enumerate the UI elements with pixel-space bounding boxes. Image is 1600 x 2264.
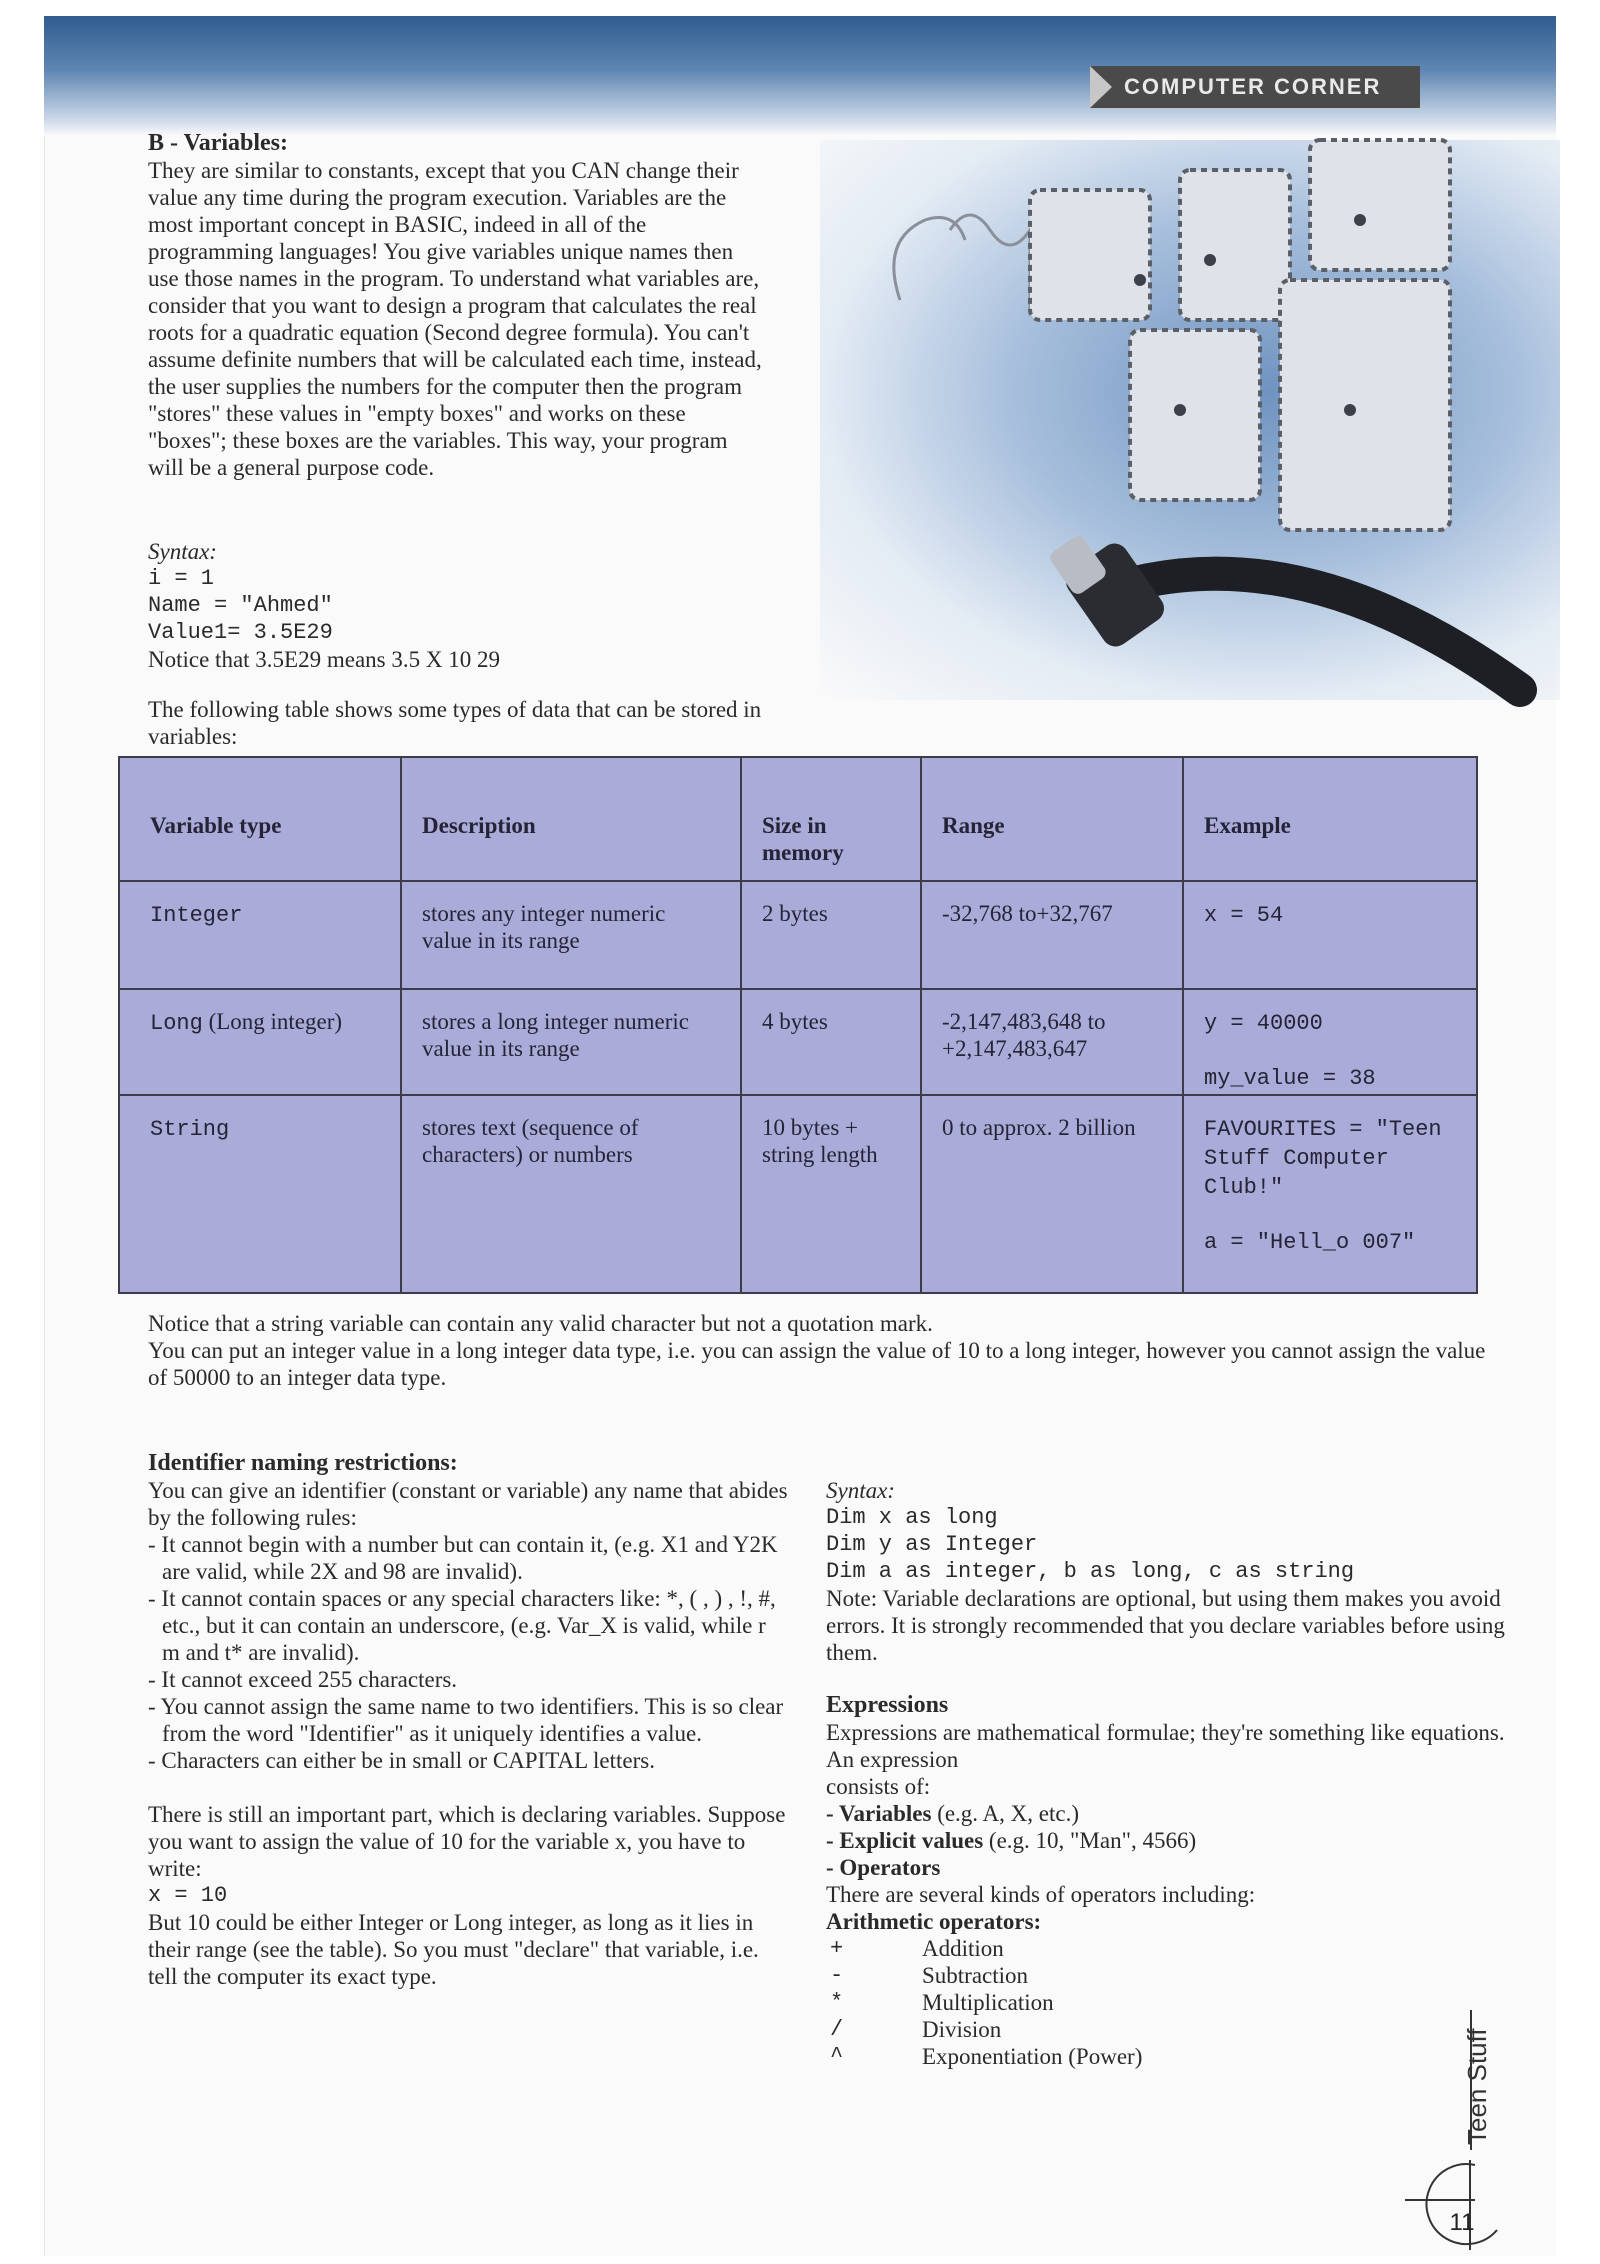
identifier-rule: - You cannot assign the same name to two identifiers. This is so clear from the word "Identifier" as it uniquely identifies a value.	[148, 1694, 784, 1746]
dim-line: Dim x as long	[826, 1505, 998, 1530]
identifier-title: Identifier naming restrictions:	[148, 1450, 458, 1476]
operator-row	[826, 1935, 1142, 1962]
table-intro: The following table shows some types of data that can be stored in variables:	[148, 697, 762, 749]
expressions-intro: Expressions are mathematical formulae; they're something like equations. An expression	[826, 1720, 1505, 1772]
item-label: - Operators	[826, 1855, 941, 1880]
dim-line: Dim a as integer, b as long, c as string	[826, 1559, 1355, 1584]
syntax-label: Syntax:	[148, 539, 217, 564]
operator-name: Addition	[922, 1936, 1004, 1961]
example-cell	[1183, 989, 1477, 1095]
description-cell: stores a long integer numeric value in its range	[401, 989, 741, 1095]
table-notes	[148, 1310, 1488, 1391]
variables-paragraph: They are similar to constants, except that you CAN change their value any time during the program execution. Variables are the most important concept in BASIC, indeed in all of the programming languages! You give variables unique names then use those names in the program. To understand what variables are, consider that you want to design a program that calculates the real roots for a quadratic equation (Second degree formula). You can't assume definite numbers that will be calculated each time, instead, the user supplies the numbers for the computer then the program "stores" these values in "empty boxes" and works on these "boxes"; these boxes are the variables. This way, your program will be a general purpose code.	[148, 158, 762, 480]
variable-types-table	[118, 756, 1478, 1294]
operator-row	[826, 2043, 1142, 2070]
operator-row	[826, 1962, 1142, 1989]
syntax-line: Value1= 3.5E29	[148, 620, 333, 645]
computer-corner-badge: COMPUTER CORNER	[1090, 66, 1420, 108]
header-range: Range	[921, 757, 1183, 881]
variables-syntax	[148, 538, 500, 673]
exponent-notice: Notice that 3.5E29 means 3.5 X 10 29	[148, 647, 500, 672]
item-detail: (e.g. A, X, etc.)	[931, 1801, 1079, 1826]
declare-paragraph: There is still an important part, which is declaring variables. Suppose you want to assign the value of 10 for the variable x, you have to write:	[148, 1802, 786, 1881]
identifier-rule: - Characters can either be in small or CAPITAL letters.	[148, 1748, 655, 1773]
size-cell: 2 bytes	[741, 881, 921, 989]
description-cell: stores text (sequence of characters) or numbers	[401, 1095, 741, 1293]
example-value: x = 54	[1204, 903, 1284, 928]
table-header-row	[119, 757, 1477, 881]
type-extra: (Long integer)	[208, 1009, 343, 1034]
dim-syntax	[826, 1477, 1506, 1666]
operator-symbol: -	[830, 1963, 844, 1988]
identifier-body	[148, 1477, 788, 1990]
example-cell	[1183, 1095, 1477, 1293]
operator-symbol: /	[830, 2017, 844, 2042]
type-code: Long	[150, 1011, 203, 1036]
declare-paragraph-2: But 10 could be either Integer or Long integer, as long as it lies in their range (see the table). So you must "declare" that variable, i.e. tell the computer its exact type.	[148, 1910, 759, 1989]
item-detail: (e.g. 10, "Man", 4566)	[983, 1828, 1197, 1853]
example-cell	[1183, 881, 1477, 989]
table-row	[119, 881, 1477, 989]
compute-hero-illustration	[880, 110, 1570, 710]
size-cell: 4 bytes	[741, 989, 921, 1095]
identifier-rule: - It cannot exceed 255 characters.	[148, 1667, 458, 1692]
page-number: 11	[1449, 2209, 1475, 2236]
identifier-rule: - It cannot contain spaces or any special characters like: *, ( , ) , !, #, etc., but it can contain an underscore, (e.g. Var_X is valid, while r m and t* are invalid).	[148, 1586, 776, 1665]
size-cell: 10 bytes + string length	[741, 1095, 921, 1293]
example-value: y = 40000	[1204, 1011, 1323, 1036]
type-cell	[119, 881, 401, 989]
operator-name: Division	[922, 2017, 1002, 2042]
header-example: Example	[1183, 757, 1477, 881]
syntax-line: Name = "Ahmed"	[148, 593, 333, 618]
example-value: a = "Hell_o 007"	[1204, 1230, 1416, 1255]
type-cell	[119, 989, 401, 1095]
item-label: - Variables	[826, 1801, 932, 1826]
item-label: - Explicit values	[826, 1828, 984, 1853]
expression-item	[826, 1854, 1506, 1881]
identifier-intro: You can give an identifier (constant or variable) any name that abides by the following rules:	[148, 1478, 788, 1530]
operator-row	[826, 2016, 1142, 2043]
identifier-rule: - It cannot begin with a number but can contain it, (e.g. X1 and Y2K are valid, while 2X and 98 are invalid).	[148, 1532, 778, 1584]
type-cell	[119, 1095, 401, 1293]
operator-symbol: ^	[830, 2044, 844, 2069]
integer-note: You can put an integer value in a long integer data type, i.e. you can assign the value of 10 to a long integer, however you cannot assign the value of 50000 to an integer data type.	[148, 1338, 1486, 1390]
operator-symbol: +	[830, 1936, 844, 1961]
operator-name: Exponentiation (Power)	[922, 2044, 1143, 2069]
declare-code: x = 10	[148, 1883, 228, 1908]
variables-title: B - Variables:	[148, 130, 289, 156]
expressions-consists: consists of:	[826, 1774, 931, 1799]
table-row	[119, 1095, 1477, 1293]
expression-item	[826, 1800, 1506, 1827]
expressions-title: Expressions	[826, 1692, 949, 1718]
operator-name: Subtraction	[922, 1963, 1029, 1988]
expressions-body	[826, 1719, 1506, 1935]
operator-row	[826, 1989, 1142, 2016]
dim-note: Note: Variable declarations are optional, but using them makes you avoid errors. It is strongly recommended that you declare variables before using them.	[826, 1586, 1505, 1665]
type-code: Integer	[150, 903, 243, 928]
side-tab-label: Teen Stuff	[1462, 2028, 1492, 2145]
header-variable-type: Variable type	[119, 757, 401, 881]
header-size: Size in memory	[741, 757, 921, 881]
table-row	[119, 989, 1477, 1095]
example-value: FAVOURITES = "Teen Stuff Computer Club!"	[1204, 1117, 1442, 1200]
arithmetic-title: Arithmetic operators:	[826, 1909, 1042, 1934]
expression-item	[826, 1827, 1506, 1854]
range-cell: 0 to approx. 2 billion	[921, 1095, 1183, 1293]
description-cell: stores any integer numeric value in its range	[401, 881, 741, 989]
dim-line: Dim y as Integer	[826, 1532, 1038, 1557]
range-cell: -32,768 to+32,767	[921, 881, 1183, 989]
type-code: String	[150, 1117, 230, 1142]
syntax-line: i = 1	[148, 566, 215, 591]
string-note: Notice that a string variable can contain any valid character but not a quotation mark.	[148, 1311, 933, 1336]
operators-list	[826, 1935, 1142, 2070]
operators-intro: There are several kinds of operators including:	[826, 1882, 1256, 1907]
operator-symbol: *	[830, 1990, 844, 2015]
operator-name: Multiplication	[922, 1990, 1054, 2015]
example-value: my_value = 38	[1204, 1066, 1376, 1091]
header-description: Description	[401, 757, 741, 881]
syntax-label: Syntax:	[826, 1478, 895, 1503]
range-cell: -2,147,483,648 to +2,147,483,647	[921, 989, 1183, 1095]
